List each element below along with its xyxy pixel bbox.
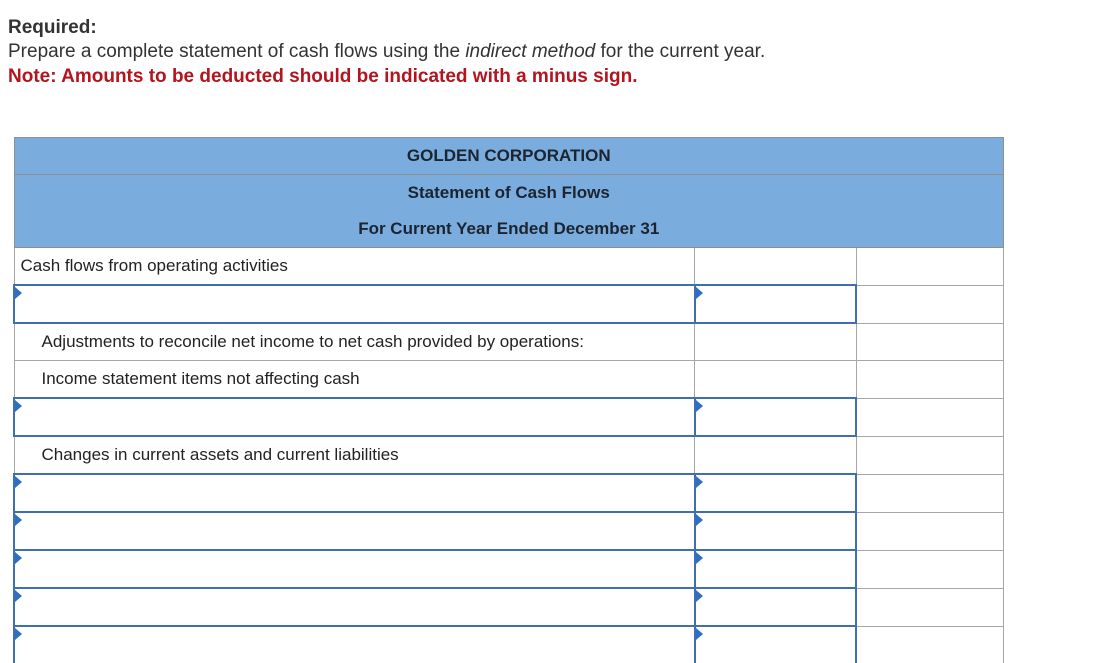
instruction-text-start: Prepare a complete statement of cash flows using the xyxy=(8,41,466,62)
line-item-cell[interactable] xyxy=(14,550,695,588)
input-row xyxy=(14,550,1004,588)
empty-cell xyxy=(695,323,856,361)
dropdown-marker-icon[interactable] xyxy=(696,628,703,640)
empty-cell xyxy=(856,512,1003,550)
empty-cell xyxy=(856,474,1003,512)
dropdown-marker-icon[interactable] xyxy=(15,514,22,526)
line-item-input[interactable] xyxy=(15,514,694,548)
line-item-input[interactable] xyxy=(15,287,694,321)
amount-cell[interactable] xyxy=(695,588,856,626)
amount-cell[interactable] xyxy=(695,626,856,663)
dropdown-marker-icon[interactable] xyxy=(15,400,22,412)
empty-cell xyxy=(856,588,1003,626)
amount-cell[interactable] xyxy=(695,550,856,588)
noncash-items-label: Income statement items not affecting cash xyxy=(14,361,695,399)
required-heading: Required: xyxy=(8,17,97,38)
instructions-block xyxy=(8,16,1083,90)
input-row xyxy=(14,512,1004,550)
line-item-input[interactable] xyxy=(15,590,694,624)
empty-cell xyxy=(856,248,1003,286)
amount-input[interactable] xyxy=(696,590,855,624)
note-text: Note: Amounts to be deducted should be indicated with a minus sign. xyxy=(8,66,638,87)
header-row-company xyxy=(14,138,1004,175)
amount-cell[interactable] xyxy=(695,512,856,550)
input-row xyxy=(14,398,1004,436)
amount-cell[interactable] xyxy=(695,285,856,323)
input-row xyxy=(14,626,1004,663)
dropdown-marker-icon[interactable] xyxy=(15,590,22,602)
empty-cell xyxy=(856,436,1003,474)
input-row xyxy=(14,285,1004,323)
line-item-cell[interactable] xyxy=(14,398,695,436)
dropdown-marker-icon[interactable] xyxy=(15,287,22,299)
required-instruction xyxy=(8,40,1083,64)
empty-cell xyxy=(695,361,856,399)
header-row-period xyxy=(14,211,1004,248)
empty-cell xyxy=(856,550,1003,588)
changes-label: Changes in current assets and current liabilities xyxy=(14,436,695,474)
dropdown-marker-icon[interactable] xyxy=(696,514,703,526)
amount-input[interactable] xyxy=(696,514,855,548)
line-item-input[interactable] xyxy=(15,628,694,662)
dropdown-marker-icon[interactable] xyxy=(696,400,703,412)
dropdown-marker-icon[interactable] xyxy=(696,476,703,488)
dropdown-marker-icon[interactable] xyxy=(15,552,22,564)
amount-input[interactable] xyxy=(696,400,855,434)
line-item-input[interactable] xyxy=(15,400,694,434)
statement-period: For Current Year Ended December 31 xyxy=(14,211,1004,248)
table-row xyxy=(14,436,1004,474)
line-item-cell[interactable] xyxy=(14,474,695,512)
table-row xyxy=(14,248,1004,286)
dropdown-marker-icon[interactable] xyxy=(696,287,703,299)
amount-cell[interactable] xyxy=(695,398,856,436)
empty-cell xyxy=(856,323,1003,361)
input-row xyxy=(14,588,1004,626)
table-row xyxy=(14,361,1004,399)
cash-flow-statement-table xyxy=(13,137,1004,663)
dropdown-marker-icon[interactable] xyxy=(15,628,22,640)
dropdown-marker-icon[interactable] xyxy=(696,552,703,564)
line-item-input[interactable] xyxy=(15,476,694,510)
instruction-text-end: for the current year. xyxy=(595,41,766,62)
empty-cell xyxy=(695,436,856,474)
line-item-cell[interactable] xyxy=(14,285,695,323)
statement-title: Statement of Cash Flows xyxy=(14,175,1004,212)
empty-cell xyxy=(856,285,1003,323)
amount-cell[interactable] xyxy=(695,474,856,512)
line-item-cell[interactable] xyxy=(14,626,695,663)
line-item-cell[interactable] xyxy=(14,588,695,626)
line-item-cell[interactable] xyxy=(14,512,695,550)
line-item-input[interactable] xyxy=(15,552,694,586)
empty-cell xyxy=(856,361,1003,399)
amount-input[interactable] xyxy=(696,287,855,321)
dropdown-marker-icon[interactable] xyxy=(15,476,22,488)
amount-input[interactable] xyxy=(696,476,855,510)
empty-cell xyxy=(856,398,1003,436)
input-row xyxy=(14,474,1004,512)
amount-input[interactable] xyxy=(696,628,855,662)
adjustments-label: Adjustments to reconcile net income to net cash provided by operations: xyxy=(14,323,695,361)
empty-cell xyxy=(856,626,1003,663)
amount-input[interactable] xyxy=(696,552,855,586)
operating-activities-label: Cash flows from operating activities xyxy=(14,248,695,286)
company-name: GOLDEN CORPORATION xyxy=(14,138,1004,175)
instruction-method: indirect method xyxy=(465,41,596,62)
table-row xyxy=(14,323,1004,361)
empty-cell xyxy=(695,248,856,286)
header-row-title xyxy=(14,175,1004,212)
dropdown-marker-icon[interactable] xyxy=(696,590,703,602)
